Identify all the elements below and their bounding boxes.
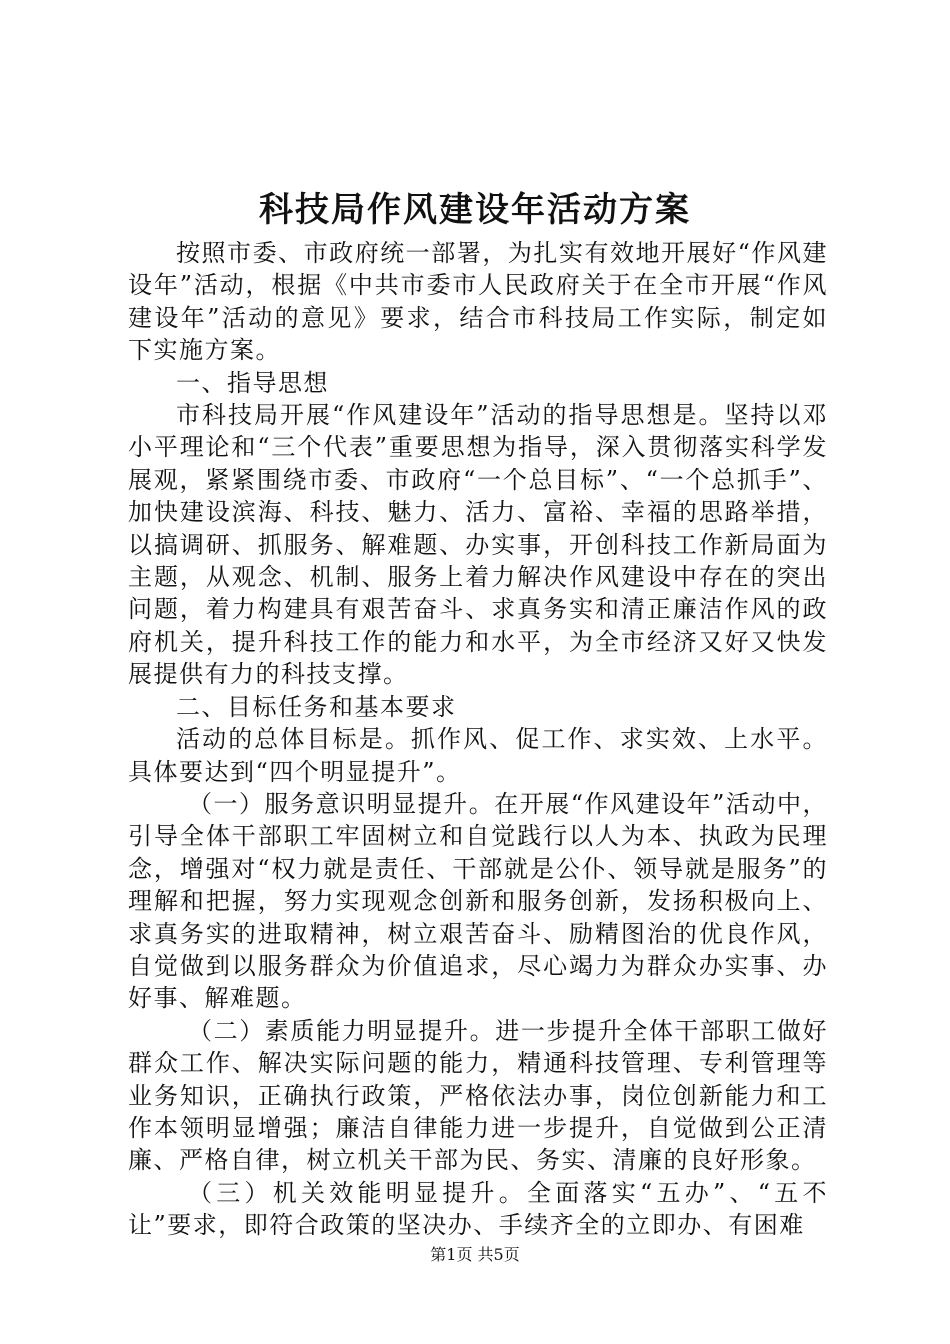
paragraph-overall-goal: 活动的总体目标是。抓作风、促工作、求实效、上水平。具体要达到“四个明显提升”。: [128, 725, 828, 786]
paragraph-guiding-ideology: 市科技局开展“作风建设年”活动的指导思想是。坚持以邓小平理论和“三个代表”重要思想为指导，深入贯彻落实科学发展观，紧紧围绕市委、市政府“一个总目标”、“一个总抓手”、加快建设滨海、科技、魅力、活力、富裕、幸福的思路举措，以搞调研、抓服务、解难题、办实事，开创科技工作新局面为主题，从观念、机制、服务上着力解决作风建设中存在的突出问题，着力构建具有艰苦奋斗、求真务实和清正廉洁作风的政府机关，提升科技工作的能力和水平，为全市经济又好又快发展提供有力的科技支撑。: [128, 401, 828, 689]
document-title: 科技局作风建设年活动方案: [259, 190, 691, 230]
section-heading-goals: 二、目标任务和基本要求: [176, 692, 457, 721]
page-number-footer: 第1页 共5页: [430, 1245, 520, 1264]
paragraph-agency-efficiency: （三）机关效能明显提升。全面落实“五办”、“五不让”要求，即符合政策的坚决办、手续齐全的立即办、有困难: [128, 1178, 828, 1240]
document-body: [128, 237, 828, 1242]
paragraph-service-awareness: （一）服务意识明显提升。在开展“作风建设年”活动中，引导全体干部职工牢固树立和自觉践行以人为本、执政为民理念，增强对“权力就是责任、干部就是公仆、领导就是服务”的理解和把握，努力实现观念创新和服务创新，发扬积极向上、求真务实的进取精神，树立艰苦奋斗、励精图治的优良作风，自觉做到以服务群众为价值追求，尽心竭力为群众办实事、办好事、解难题。: [128, 789, 828, 1013]
section-heading-guiding-ideology: 一、指导思想: [176, 368, 329, 397]
paragraph-quality-ability: （二）素质能力明显提升。进一步提升全体干部职工做好群众工作、解决实际问题的能力，精通科技管理、专利管理等业务知识，正确执行政策，严格依法办事，岗位创新能力和工作本领明显增强；廉洁自律能力进一步提升，自觉做到公正清廉、严格自律，树立机关干部为民、务实、清廉的良好形象。: [128, 1016, 828, 1175]
paragraph-intro: 按照市委、市政府统一部署，为扎实有效地开展好“作风建设年”活动，根据《中共市委市人民政府关于在全市开展“作风建设年”活动的意见》要求，结合市科技局工作实际，制定如下实施方案。: [128, 239, 828, 365]
